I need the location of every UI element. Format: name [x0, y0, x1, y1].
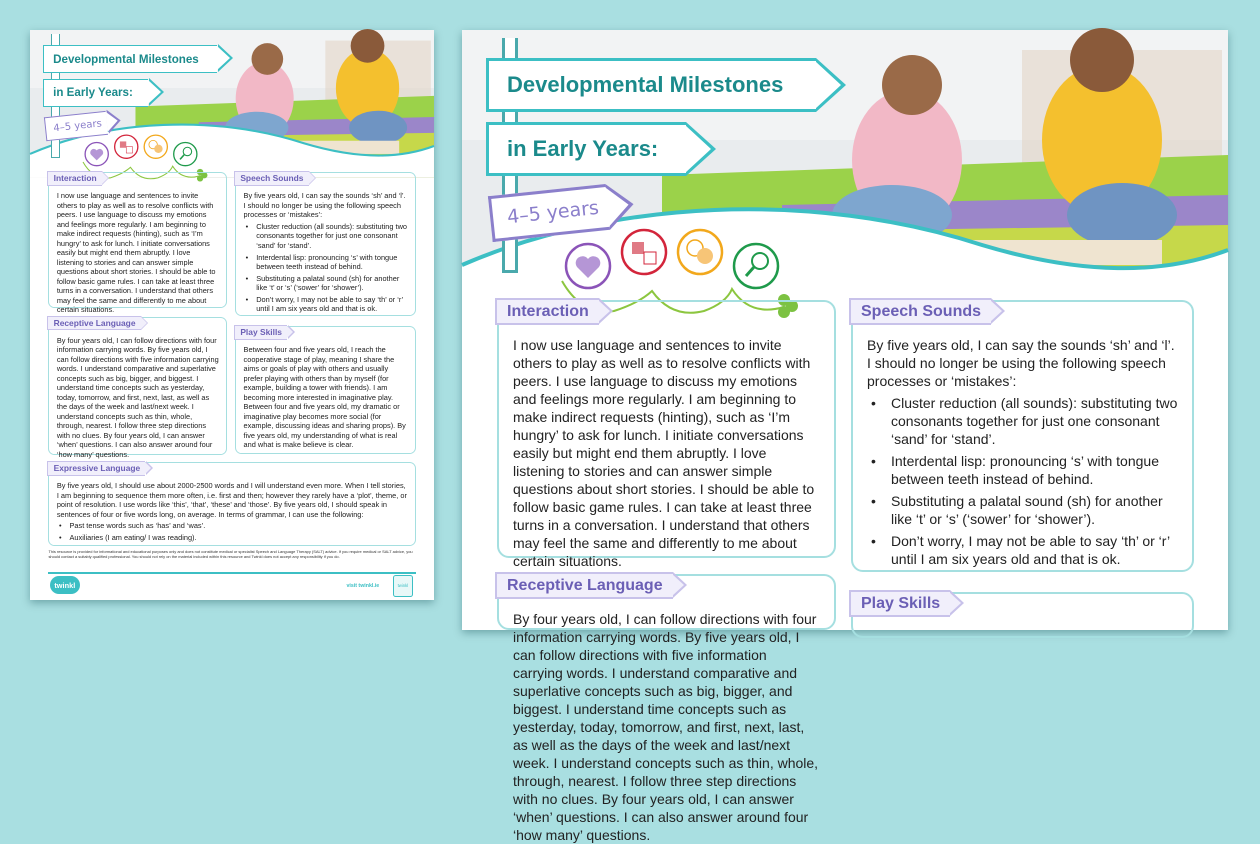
expressive-list [57, 521, 408, 542]
puzzle-icon [622, 230, 666, 274]
speech-list [867, 394, 1178, 568]
list-item: • Auxiliaries (I am eating/ I was reading). [57, 533, 408, 543]
section-text: I now use language and sentences to invite others to play as well as to resolve conflicts with peers. I use language to discuss my emotions and feelings more regularly. I am beginning to make indirect requests (hinting), such as ‘I’m hungry’ to ask for lunch. I initiate conversations easily but might end them abruptly. I love listening to stories and can answer simple questions about short stories. I should be able to follow basic game rules. I can take at least three turns in a conversation. I understand that others may feel the same and differently to me about certain situations. [513, 337, 815, 569]
age-label: 4–5 years [506, 196, 600, 229]
disclaimer: This resource is provided for informational and educational purposes only and does not constitute medical or specialist Speech and Language Therapy (SALT) advice. If you require medical or SALT advice, you should contact a suitably qualified professional. You should not rely on the material included within this resource and Twinkl does not accept any responsibility if you do. [48, 549, 413, 559]
age-label: 4–5 years [52, 118, 103, 135]
list-item: • Cluster reduction (all sounds): substituting two consonants together for just one consonant ‘sand’ for ‘stand’. [867, 394, 1178, 448]
section-text: Between four and five years old, I reach the cooperative stage of play, meaning I share the aims or goals of play with others and usually prefer playing with others than by myself (for example, building a tower with friends). I am becoming more interested in imaginative play. Between four and five years old, my dramatic or imaginative play becomes more social (for example, discussing ideas and sharing props). By five years old, my understanding of what is real and what is make believe is clear. [243, 345, 406, 450]
title-banner-line1 [486, 58, 816, 112]
section-heading: Receptive Language [47, 316, 140, 330]
speech-list [244, 222, 408, 314]
list-item: • Past tense words such as ‘has’ and ‘was’. [57, 521, 408, 531]
list-item: • Substituting a palatal sound (sh) for another like ‘t’ or ‘s’ (‘sower’ for ‘shower’). [867, 492, 1178, 528]
speech-sounds-section [851, 300, 1194, 572]
title-banner-line2 [43, 79, 148, 107]
speech-bubble-icon [144, 135, 167, 158]
interaction-section [497, 300, 836, 569]
speech-sounds-section [235, 172, 416, 315]
magnifier-icon [173, 143, 196, 166]
list-item: • Cluster reduction (all sounds): substituting two consonants together for just one consonant ‘sand’ for ‘stand’. [244, 222, 408, 251]
section-heading: Play Skills [849, 590, 950, 617]
section-heading: Interaction [47, 171, 102, 185]
heart-icon [85, 143, 108, 166]
title-banner-line1 [43, 45, 217, 73]
section-heading: Receptive Language [495, 572, 673, 599]
list-item: • Interdental lisp: pronouncing ‘s’ with tongue between teeth instead of behind. [867, 452, 1178, 488]
footer-divider [48, 572, 416, 574]
list-item: • Don’t worry, I may not be able to say ‘th’ or ‘r’ until I am six years old and that is ok. [867, 532, 1178, 568]
puzzle-icon [114, 135, 137, 158]
main-preview-page [462, 30, 1228, 843]
title-banner-line2 [486, 122, 686, 176]
section-heading: Speech Sounds [849, 298, 991, 325]
quality-badge: twinkl [393, 575, 413, 597]
section-heading: Expressive Language [47, 461, 145, 475]
receptive-language-section [497, 574, 836, 843]
section-text: By five years old, I can say the sounds ‘sh’ and ‘l’. I should no longer be using the following speech processes or ‘mistakes’: [243, 191, 406, 220]
section-heading: Play Skills [234, 325, 287, 339]
interaction-section [48, 172, 227, 315]
section-text: I now use language and sentences to invite others to play as well as to resolve conflicts with peers. I use language to discuss my emotions and feelings more regularly. I am beginning to make indirect requests (hinting), such as ‘I’m hungry’ to ask for lunch. I initiate conversations easily but might end them abruptly. I love listening to stories and can answer simple questions about short stories. I should be able to follow basic game rules. I can take at least three turns in a conversation. I understand that others may feel the same and differently to me about certain situations. [56, 191, 216, 315]
section-text: By four years old, I can follow directions with four information carrying words. By five years old, I can follow directions with five information carrying words. I understand comparative and superlative concepts such as big, bigger, and biggest. I understand time concepts such as yesterday, today, tomorrow, and first, next, last, as well as the days of the week and last/next week. I understand concepts such as thin, whole, through, nearest. I follow three step directions with no clues. By four years old, I can answer ‘when’ questions. I can also answer around four ‘how many’ questions. [56, 335, 219, 459]
section-text: By four years old, I can follow directions with four information carrying words. By five years old, I can follow directions with five information carrying words. I understand comparative and superlative concepts such as big, bigger, and biggest. I understand time concepts such as yesterday, today, tomorrow, and first, next, last, as well as the days of the week and last/next week. I understand concepts such as thin, whole, through, nearest. I follow three step directions with no clues. By four years old, I can answer ‘when’ questions. I can also answer around four ‘how many’ questions. [513, 611, 819, 843]
section-heading: Interaction [495, 298, 599, 325]
heart-icon [566, 244, 610, 288]
document-page [462, 30, 1228, 843]
speech-bubble-icon [678, 230, 722, 274]
play-skills-section [235, 326, 416, 454]
list-item: • Don’t worry, I may not be able to say ‘th’ or ‘r’ until I am six years old and that is ok. [244, 295, 408, 314]
title-line2: in Early Years: [507, 136, 659, 161]
section-text: By five years old, I can say the sounds ‘sh’ and ‘l’. I should no longer be using the following speech processes or ‘mistakes’: [867, 337, 1175, 389]
section-text: By five years old, I should use about 2000-2500 words and I will understand even more. When I tell stories, I am beginning to sequence them more often, i.e. first and then; however they rarely have a ‘plot’, theme, or point of resolution. I use words like ‘this’, ‘that’, ‘these’ and ‘those’. By five years old, I should speak in sentences of four or five words long, on average. In terms of grammar, I can use the following: [56, 481, 407, 519]
receptive-language-section [48, 317, 227, 459]
document-page [30, 30, 434, 600]
expressive-language-section [48, 462, 416, 545]
title-line1: Developmental Milestones [53, 52, 199, 66]
visit-link[interactable]: visit twinkl.ie [346, 582, 380, 589]
list-item: • Substituting a palatal sound (sh) for another like ‘t’ or ‘s’ (‘sower’ for ‘shower’). [244, 274, 408, 293]
thumbnail-preview-page[interactable] [30, 30, 434, 600]
section-heading: Speech Sounds [234, 171, 309, 185]
play-skills-section [851, 592, 1194, 638]
title-line1: Developmental Milestones [507, 72, 784, 97]
title-line2: in Early Years: [53, 86, 133, 100]
twinkl-logo: twinkl [50, 576, 80, 594]
magnifier-icon [734, 244, 778, 288]
list-item: • Interdental lisp: pronouncing ‘s’ with tongue between teeth instead of behind. [244, 253, 408, 272]
